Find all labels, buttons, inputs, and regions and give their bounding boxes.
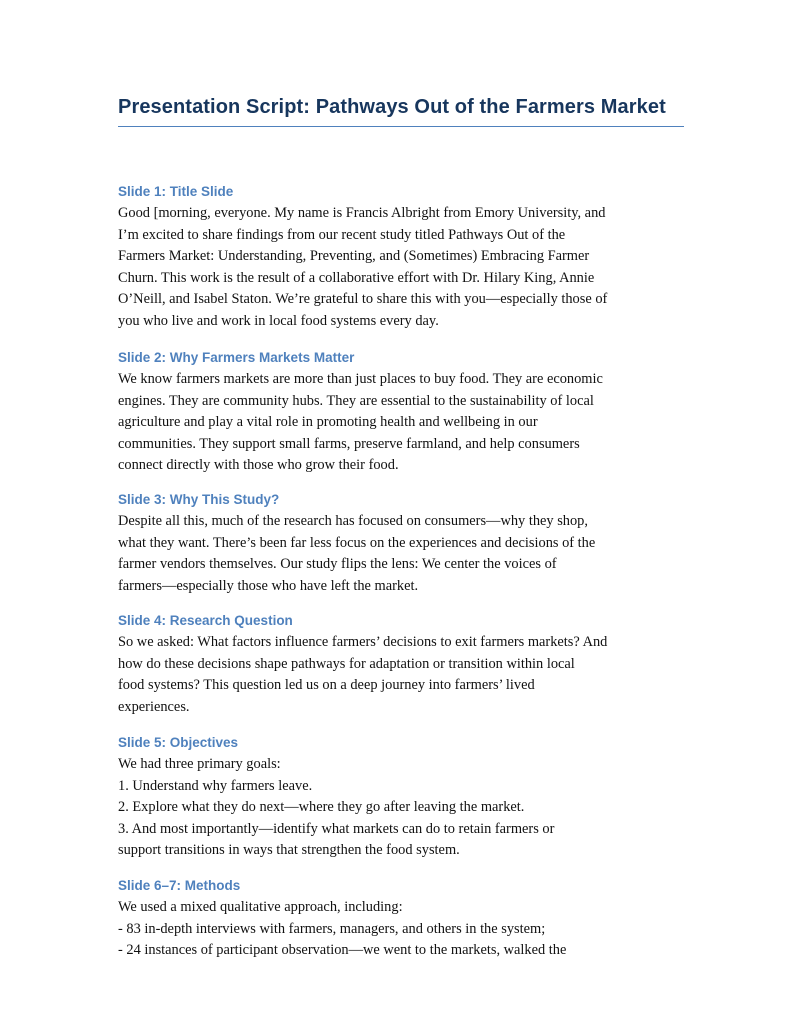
text-line: experiences. — [118, 698, 190, 715]
slide-body — [118, 203, 684, 333]
text-line: food systems? This question led us on a deep journey into farmers’ lived — [118, 677, 535, 694]
slide-body — [118, 632, 684, 718]
slide-heading: Slide 5: Objectives — [118, 735, 239, 750]
text-line: connect directly with those who grow their food. — [118, 457, 399, 474]
document-page — [118, 94, 684, 959]
text-line: 2. Explore what they do next—where they go after leaving the market. — [118, 799, 525, 816]
text-line: I’m excited to share findings from our recent study titled Pathways Out of the — [118, 226, 566, 243]
slide-heading: Slide 3: Why This Study? — [118, 492, 280, 507]
text-line: communities. They support small farms, preserve farmland, and help consumers — [118, 435, 580, 452]
slide-heading: Slide 4: Research Question — [118, 613, 293, 628]
slide-section — [118, 349, 684, 477]
text-line: We had three primary goals: — [118, 756, 281, 772]
slide-section — [118, 877, 684, 962]
text-line: how do these decisions shape pathways for adaptation or transition within local — [118, 655, 575, 672]
slide-section — [118, 612, 684, 718]
text-line: Good [morning, everyone. My name is Francis Albright from Emory University, and — [118, 205, 606, 221]
text-line: - 83 in-depth interviews with farmers, managers, and others in the system; — [118, 920, 546, 937]
text-line: what they want. There’s been far less focus on the experiences and decisions of the — [118, 534, 596, 551]
text-line: 1. Understand why farmers leave. — [118, 777, 313, 794]
text-line: Farmers Market: Understanding, Preventing, and (Sometimes) Embracing Farmer — [118, 248, 590, 265]
text-line: So we asked: What factors influence farmers’ decisions to exit farmers markets? And — [118, 634, 608, 650]
slide-body — [118, 511, 684, 597]
text-line: agriculture and play a vital role in promoting health and wellbeing in our — [118, 414, 538, 431]
slide-body — [118, 897, 684, 962]
slide-heading: Slide 6–7: Methods — [118, 878, 241, 893]
slide-body — [118, 369, 684, 477]
text-line: you who live and work in local food systems every day. — [118, 312, 439, 329]
text-line: farmer vendors themselves. Our study flips the lens: We center the voices of — [118, 556, 557, 573]
slide-heading: Slide 2: Why Farmers Markets Matter — [118, 350, 355, 365]
text-line: support transitions in ways that strengthen the food system. — [118, 842, 460, 859]
slide-body — [118, 754, 684, 862]
text-line: 3. And most importantly—identify what markets can do to retain farmers or — [118, 820, 555, 837]
slide-section — [118, 183, 684, 333]
text-line: We know farmers markets are more than just places to buy food. They are economic — [118, 371, 603, 387]
text-line: Churn. This work is the result of a collaborative effort with Dr. Hilary King, Annie — [118, 269, 595, 286]
text-line: Despite all this, much of the research has focused on consumers—why they shop, — [118, 513, 588, 529]
text-line: engines. They are community hubs. They are essential to the sustainability of local — [118, 392, 594, 409]
text-line: We used a mixed qualitative approach, including: — [118, 899, 403, 915]
slide-section — [118, 734, 684, 862]
slide-section — [118, 491, 684, 597]
text-line: - 24 instances of participant observation—we went to the markets, walked the — [118, 942, 567, 959]
text-line: farmers—especially those who have left the market. — [118, 577, 419, 594]
text-line: O’Neill, and Isabel Staton. We’re grateful to share this with you—especially those of — [118, 291, 608, 308]
slide-heading: Slide 1: Title Slide — [118, 184, 234, 199]
page-title: Presentation Script: Pathways Out of the Farmers Market — [118, 94, 684, 127]
